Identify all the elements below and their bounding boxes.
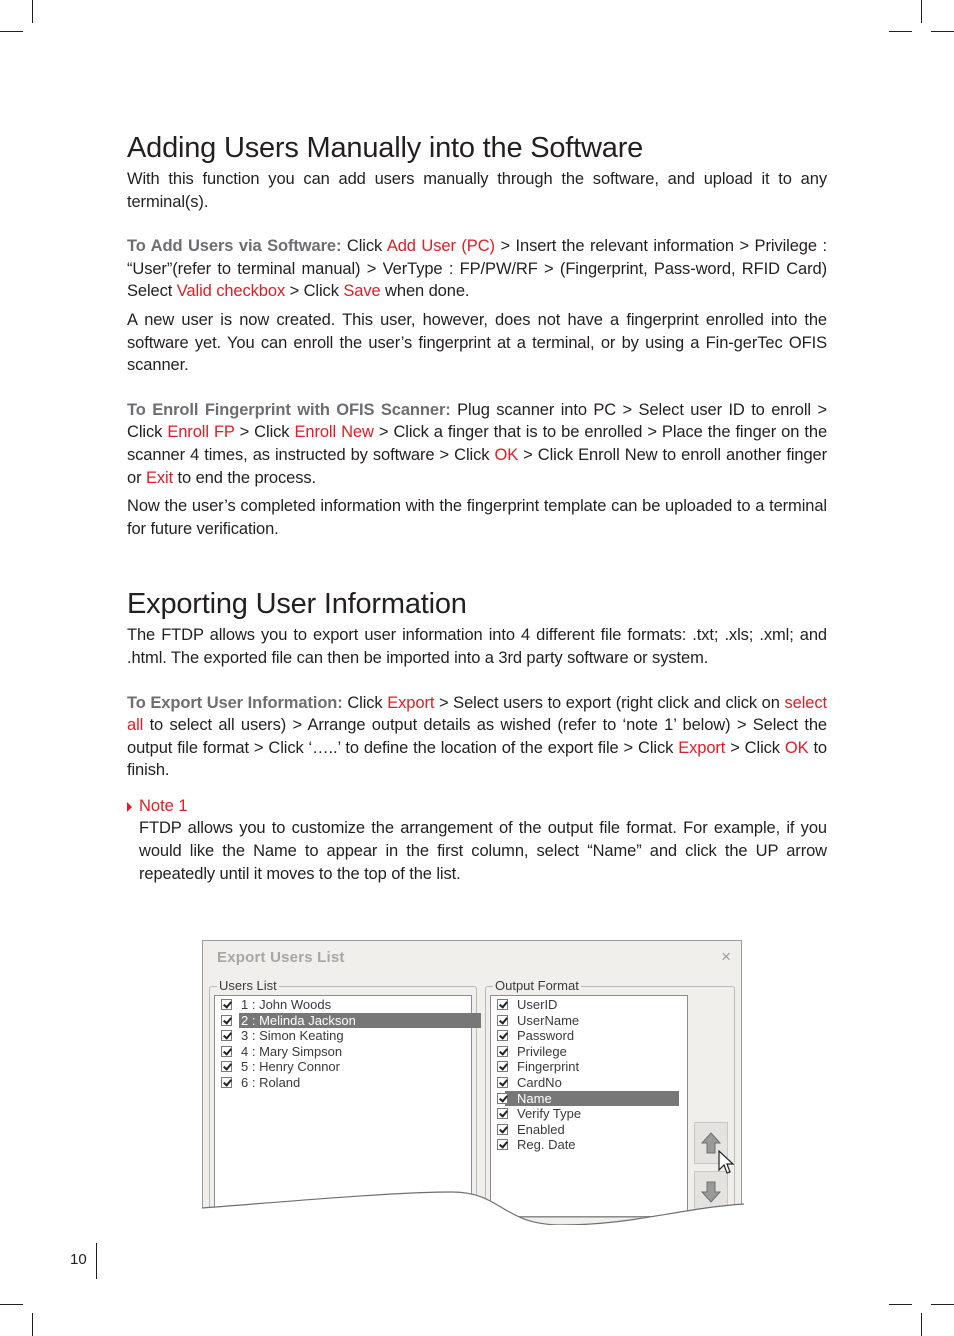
text: when done. [380,282,470,301]
list-item-label: Password [517,1028,575,1044]
crop-mark [921,0,922,23]
keyword-enroll-fp: Enroll FP [167,423,235,442]
keyword-export-2: Export [678,738,726,757]
new-user-note: A new user is now created. This user, however, does not have a fingerprint enrolled into the software yet. You can enroll the user’s fingerprint at a terminal, or by using a Fin-gerTec OFIS scanner. [127,310,827,375]
list-item-label: Enabled [517,1121,565,1137]
list-item-label: UserName [517,1012,580,1028]
export-dialog-screenshot [202,940,744,1225]
text: > Click a finger that is to be enrolled > Place the finger on the scanner 4 times, as instructed by software > Click [127,423,828,464]
text: > Insert the relevant information > Privilege : “User”(refer to terminal manual) > VerType : FP/PW/RF > (Fingerprint, Pass-word, RFID Card) Select [127,237,827,301]
keyword-save: Save [343,282,381,301]
crop-mark [0,1304,23,1305]
text: to end the process. [173,468,317,487]
crop-mark [32,1313,33,1336]
crop-mark [921,1313,922,1336]
text: Plug scanner into PC > Select user ID to enroll > Click [127,400,827,442]
keyword-valid-checkbox: Valid checkbox [176,282,286,301]
users-list-label: Users List [219,978,277,993]
keyword-add-user: Add User (PC) [386,237,495,256]
exporting-intro: The FTDP allows you to export user information into 4 different file formats: .txt; .xls; .xml; and .html. The exported file can then be imported into a 3rd party software or system. [127,626,827,667]
list-item-label: UserID [517,997,558,1012]
crop-mark [0,31,23,32]
section-title-adding-users: Adding Users Manually into the Software [127,132,644,164]
dialog-title: Export Users List [217,949,345,966]
list-item-label: Fingerprint [517,1059,580,1075]
list-item-label: Reg. Date [517,1137,576,1153]
list-item-label: 1 : John Woods [241,997,332,1012]
list-item-label: 2 : Melinda Jackson [239,1013,481,1029]
text: > Click [285,282,344,301]
keyword-ok-2: OK [784,738,809,757]
list-item-label: 3 : Simon Keating [241,1028,344,1044]
list-item-label: 4 : Mary Simpson [241,1043,343,1059]
list-item-label: Name [505,1091,679,1107]
list-item-label: 5 : Henry Connor [241,1059,340,1075]
keyword-ok: OK [494,445,519,464]
keyword-export: Export [387,693,435,712]
list-item-label: 6 : Roland [241,1074,301,1090]
text: > Click [234,423,295,442]
export-instructions [127,692,827,782]
close-icon[interactable]: × [721,947,731,966]
page-number-rule [96,1243,97,1279]
output-format-label: Output Format [495,978,579,993]
text: Click [341,237,387,256]
add-users-instructions [127,235,827,303]
keyword-select-all: select all [127,693,828,735]
list-item-label: Privilege [517,1043,567,1059]
page-number: 10 [70,1251,87,1268]
crop-mark [931,31,954,32]
text: to select all users) > Arrange output details as wished (refer to ‘note 1’ below) > Select the output file format > Click ‘…..’ to define the location of the export file > Click [127,716,827,757]
text: > Click Enroll New to enroll another finger or [127,445,828,487]
export-lead: To Export User Information: [127,693,343,712]
keyword-enroll-new: Enroll New [294,423,374,442]
text: Click [342,693,388,712]
enroll-lead: To Enroll Fingerprint with OFIS Scanner: [127,400,451,419]
keyword-exit: Exit [145,468,174,487]
torn-edge [202,940,744,1225]
page-content [127,128,827,885]
list-item-label: Verify Type [517,1106,582,1122]
adding-users-intro: With this function you can add users manually through the software, and upload it to any terminal(s). [127,170,827,211]
section-title-exporting: Exporting User Information [127,588,467,621]
note-title: Note 1 [139,796,188,815]
enroll-instructions [127,399,827,489]
crop-mark [32,0,33,23]
crop-mark [889,31,912,32]
text: > Select users to export (right click and click on [434,693,785,712]
text: > Click [725,738,785,757]
note-body: FTDP allows you to customize the arrangement of the output file format. For example, if you would like the Name to appear in the first column, select “Name” and click the UP arrow repeatedly until it moves to the top of the list. [139,819,827,883]
completion-note: Now the user’s completed information with the fingerprint template can be uploaded to a terminal for future verification. [127,497,827,538]
text: to finish. [127,738,828,780]
crop-mark [889,1304,912,1305]
crop-mark [931,1304,954,1305]
note-bullet-icon [127,802,132,812]
add-users-lead: To Add Users via Software: [127,237,342,256]
list-item-label: CardNo [517,1074,562,1090]
note-1 [139,795,827,885]
